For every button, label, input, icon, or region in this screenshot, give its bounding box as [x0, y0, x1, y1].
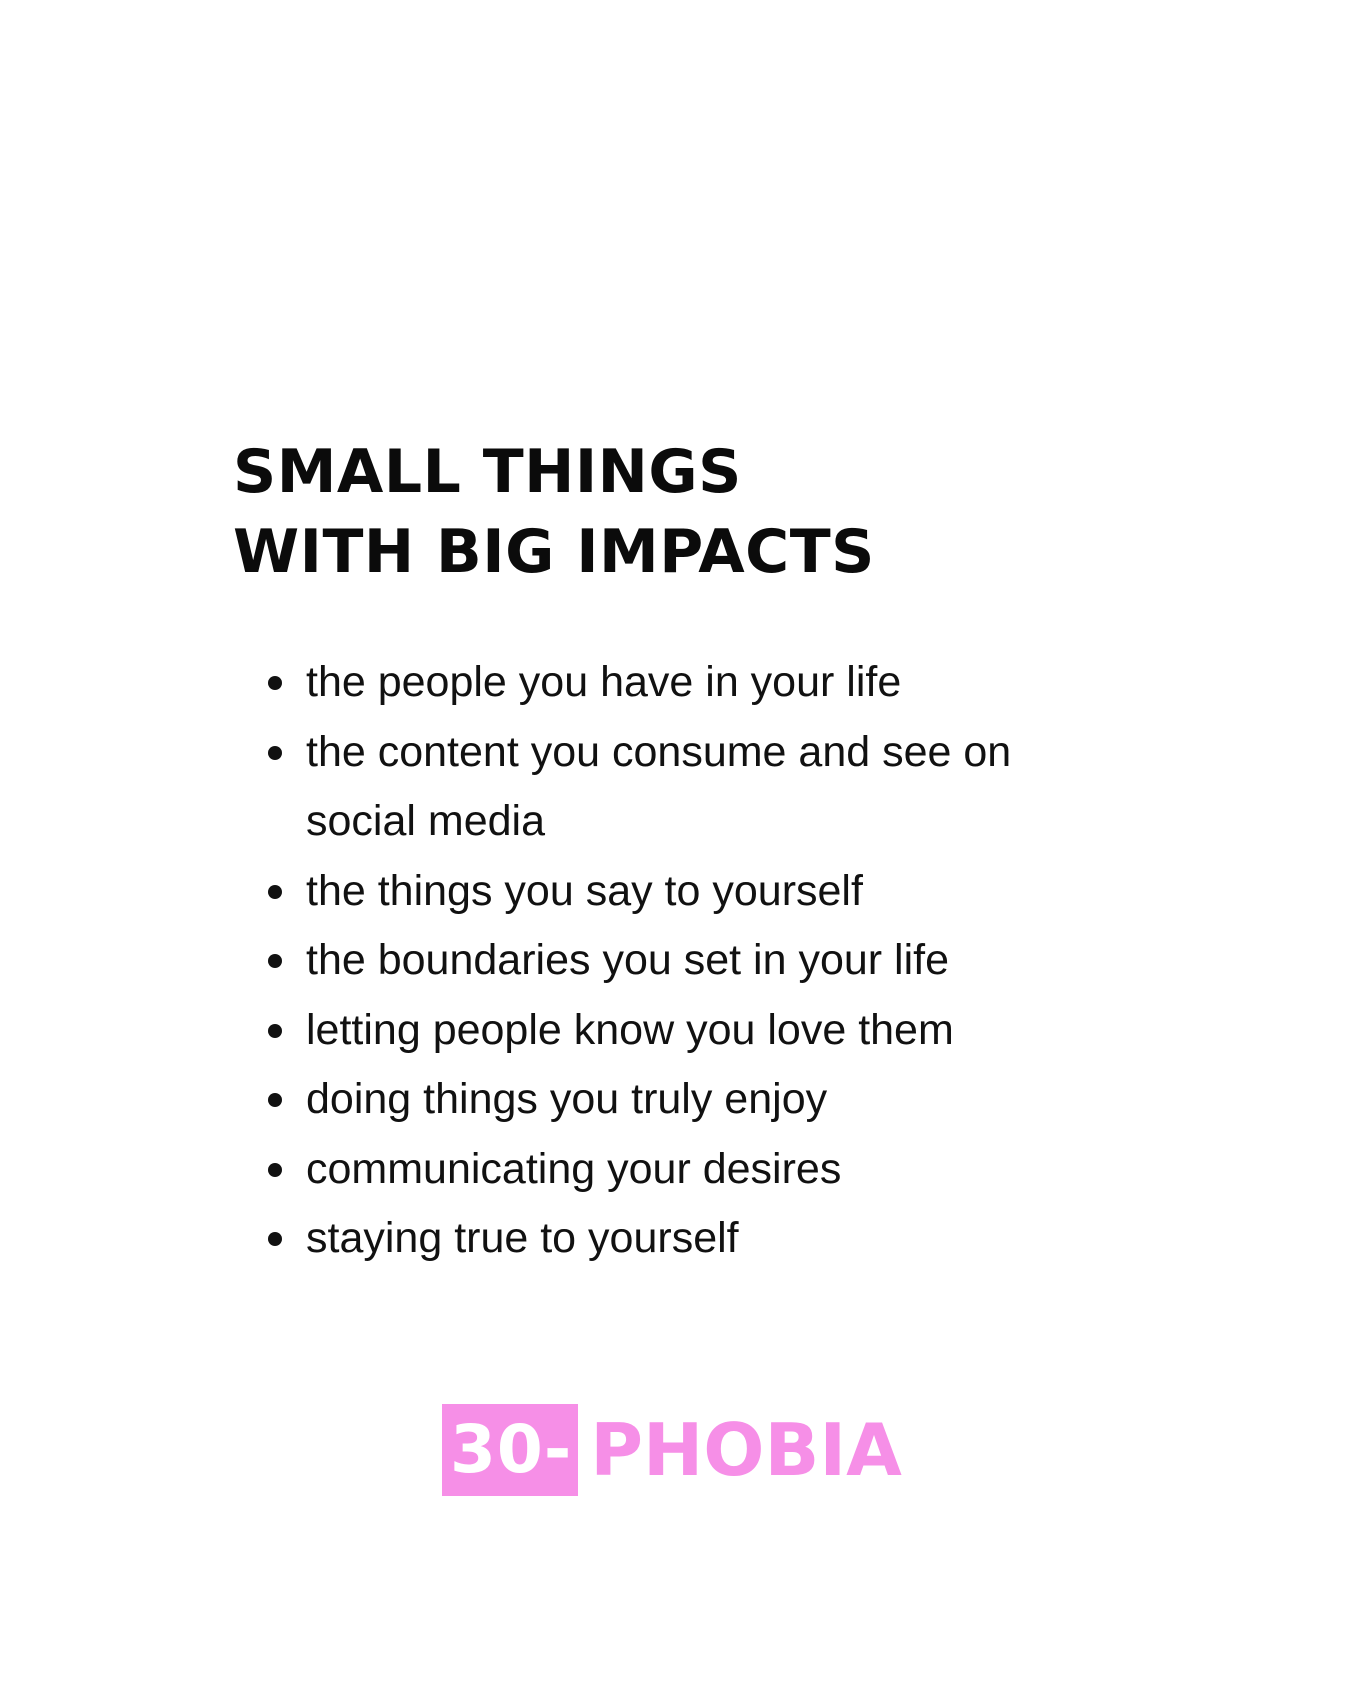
list-item-text: the content you consume and see on social media — [306, 727, 1012, 845]
bullet-icon — [268, 1024, 282, 1038]
bullet-icon — [268, 885, 282, 899]
brand-logo — [442, 1404, 902, 1496]
list-item-text: doing things you truly enjoy — [306, 1075, 828, 1123]
list-item — [260, 857, 1106, 927]
bullet-icon — [268, 676, 282, 690]
bullet-icon — [268, 1163, 282, 1177]
brand-number: 30- — [442, 1404, 578, 1496]
title-line-1: SMALL THINGS — [233, 437, 742, 507]
list-item — [260, 996, 1106, 1066]
list-item — [260, 1065, 1106, 1135]
list-item-text: letting people know you love them — [306, 1005, 954, 1054]
list-item — [260, 1135, 1106, 1205]
bullet-icon — [268, 1093, 282, 1107]
page-title — [233, 432, 875, 592]
brand-word: PHOBIA — [590, 1408, 902, 1492]
title-line-2: WITH BIG IMPACTS — [233, 517, 875, 587]
bullet-icon — [268, 746, 282, 760]
list-item-text: communicating your desires — [306, 1144, 842, 1193]
list-item — [260, 926, 1106, 996]
list-item — [260, 648, 1106, 718]
impact-list — [260, 648, 1120, 1274]
list-item-text: the people you have in your life — [306, 658, 902, 706]
bullet-icon — [268, 1232, 282, 1246]
list-item-text: staying true to yourself — [306, 1214, 739, 1262]
bullet-icon — [268, 954, 282, 968]
list-item-text: the boundaries you set in your life — [306, 936, 950, 984]
list-item-text: the things you say to yourself — [306, 866, 863, 915]
list-item — [260, 1204, 1106, 1274]
list-item — [260, 718, 1106, 857]
